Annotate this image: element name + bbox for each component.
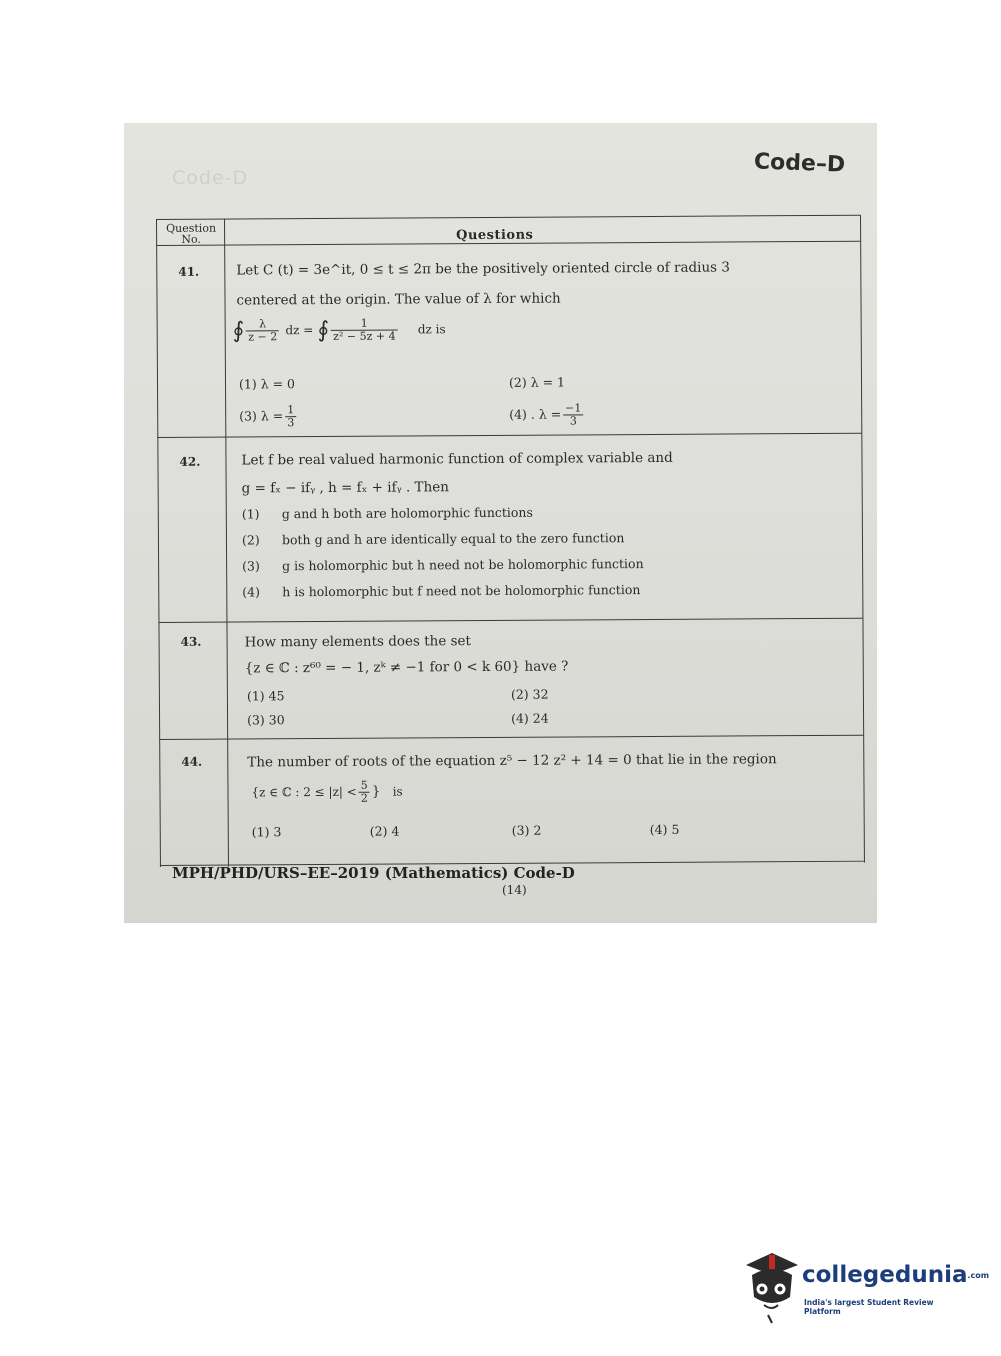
table-border-right xyxy=(860,215,865,863)
fraction: $\frac{1}{\text{z² − 5z + 4}}$ xyxy=(331,318,398,343)
fraction: $\frac{5}{2}$ xyxy=(360,778,368,805)
question-text: centered at the origin. The value of λ for which xyxy=(236,290,561,309)
question-text: Let C (t) = 3e^it, 0 ≤ t ≤ 2π be the positively oriented circle of radius 3 xyxy=(236,259,731,279)
table-border-top xyxy=(156,215,860,220)
option: (4) 5 xyxy=(649,821,680,837)
option: (1) 45 xyxy=(246,688,285,704)
option: (3) 30 xyxy=(247,712,285,728)
question-number: 43. xyxy=(180,634,202,649)
question-text: g = fₓ − ifᵧ , h = fₓ + ifᵧ . Then xyxy=(241,479,449,497)
option: (4) 24 xyxy=(511,710,549,726)
option: h is holomorphic but f need not be holomorphic function xyxy=(282,582,641,600)
option: (3) 2 xyxy=(511,822,542,838)
question-text: The number of roots of the equation z⁵ − 12 z² + 14 = 0 that lie in the region xyxy=(247,751,777,771)
option-number: (4) xyxy=(242,584,261,600)
question-number: 44. xyxy=(181,754,203,769)
option: (2) λ = 1 xyxy=(508,374,566,390)
table-column-divider xyxy=(224,219,229,867)
page-number: (14) xyxy=(502,883,527,897)
exam-footer: MPH/PHD/URS–EE–2019 (Mathematics) Code-D xyxy=(172,864,575,882)
option: g and h both are holomorphic functions xyxy=(281,504,533,522)
question-number: 42. xyxy=(179,454,201,469)
row-divider xyxy=(157,433,861,438)
question-text: Let f be real valued harmonic function of complex variable and xyxy=(241,449,673,469)
option: g is holomorphic but h need not be holomorphic function xyxy=(282,556,644,574)
option: (1) λ = 0 xyxy=(238,376,296,392)
fraction: $\frac{1}{3}$ xyxy=(287,403,295,430)
brand-name: collegedunia.com xyxy=(802,1262,990,1288)
row-divider xyxy=(158,618,862,623)
table-border-left xyxy=(156,219,161,867)
option: both g and h are identically equal to the zero function xyxy=(281,530,625,548)
fraction: $\frac{\lambda}{z - 2}$ xyxy=(246,318,279,343)
question-number-header: Question No. xyxy=(166,221,217,246)
question-text: How many elements does the set xyxy=(244,633,471,651)
questions-header: Questions xyxy=(456,227,534,244)
option: (2) 32 xyxy=(510,686,549,702)
question-number: 41. xyxy=(178,264,200,279)
question-table xyxy=(156,215,864,867)
code-label: Code–D xyxy=(753,149,846,178)
integral-equation: ∮ $\frac{\lambda}{z - 2}$ dz = ∮ $\frac{1}{\text{z² − 5z + 4}}$ dz is xyxy=(232,316,446,344)
option-number: (3) xyxy=(242,558,260,574)
question-text: {z ∈ ℂ : z⁶⁰ = − 1, zᵏ ≠ −1 for 0 < k 60} have ? xyxy=(244,658,569,677)
collegedunia-logo[interactable] xyxy=(742,1245,990,1335)
option-number: (2) xyxy=(241,532,260,548)
set-expression: {z ∈ ℂ : 2 ≤ |z| < $\frac{5}{2}$ } is xyxy=(251,778,403,805)
faded-heading: Code-D xyxy=(172,167,249,189)
mascot-icon xyxy=(742,1245,800,1325)
option: (1) 3 xyxy=(251,824,282,840)
option-number: (1) xyxy=(241,506,260,522)
row-divider xyxy=(159,735,863,740)
contour-integral-symbol: ∮ xyxy=(232,318,245,344)
contour-integral-symbol: ∮ xyxy=(317,317,330,344)
fraction: $\frac{-1}{3}$ xyxy=(563,402,583,427)
option: (4) . λ = $\frac{-1}{3}$ xyxy=(509,402,585,427)
option: (2) 4 xyxy=(369,823,400,839)
exam-page-photo xyxy=(124,123,877,923)
option: (3) λ = $\frac{1}{3}$ xyxy=(239,403,295,430)
brand-tagline: India's largest Student Review Platform xyxy=(804,1298,934,1316)
